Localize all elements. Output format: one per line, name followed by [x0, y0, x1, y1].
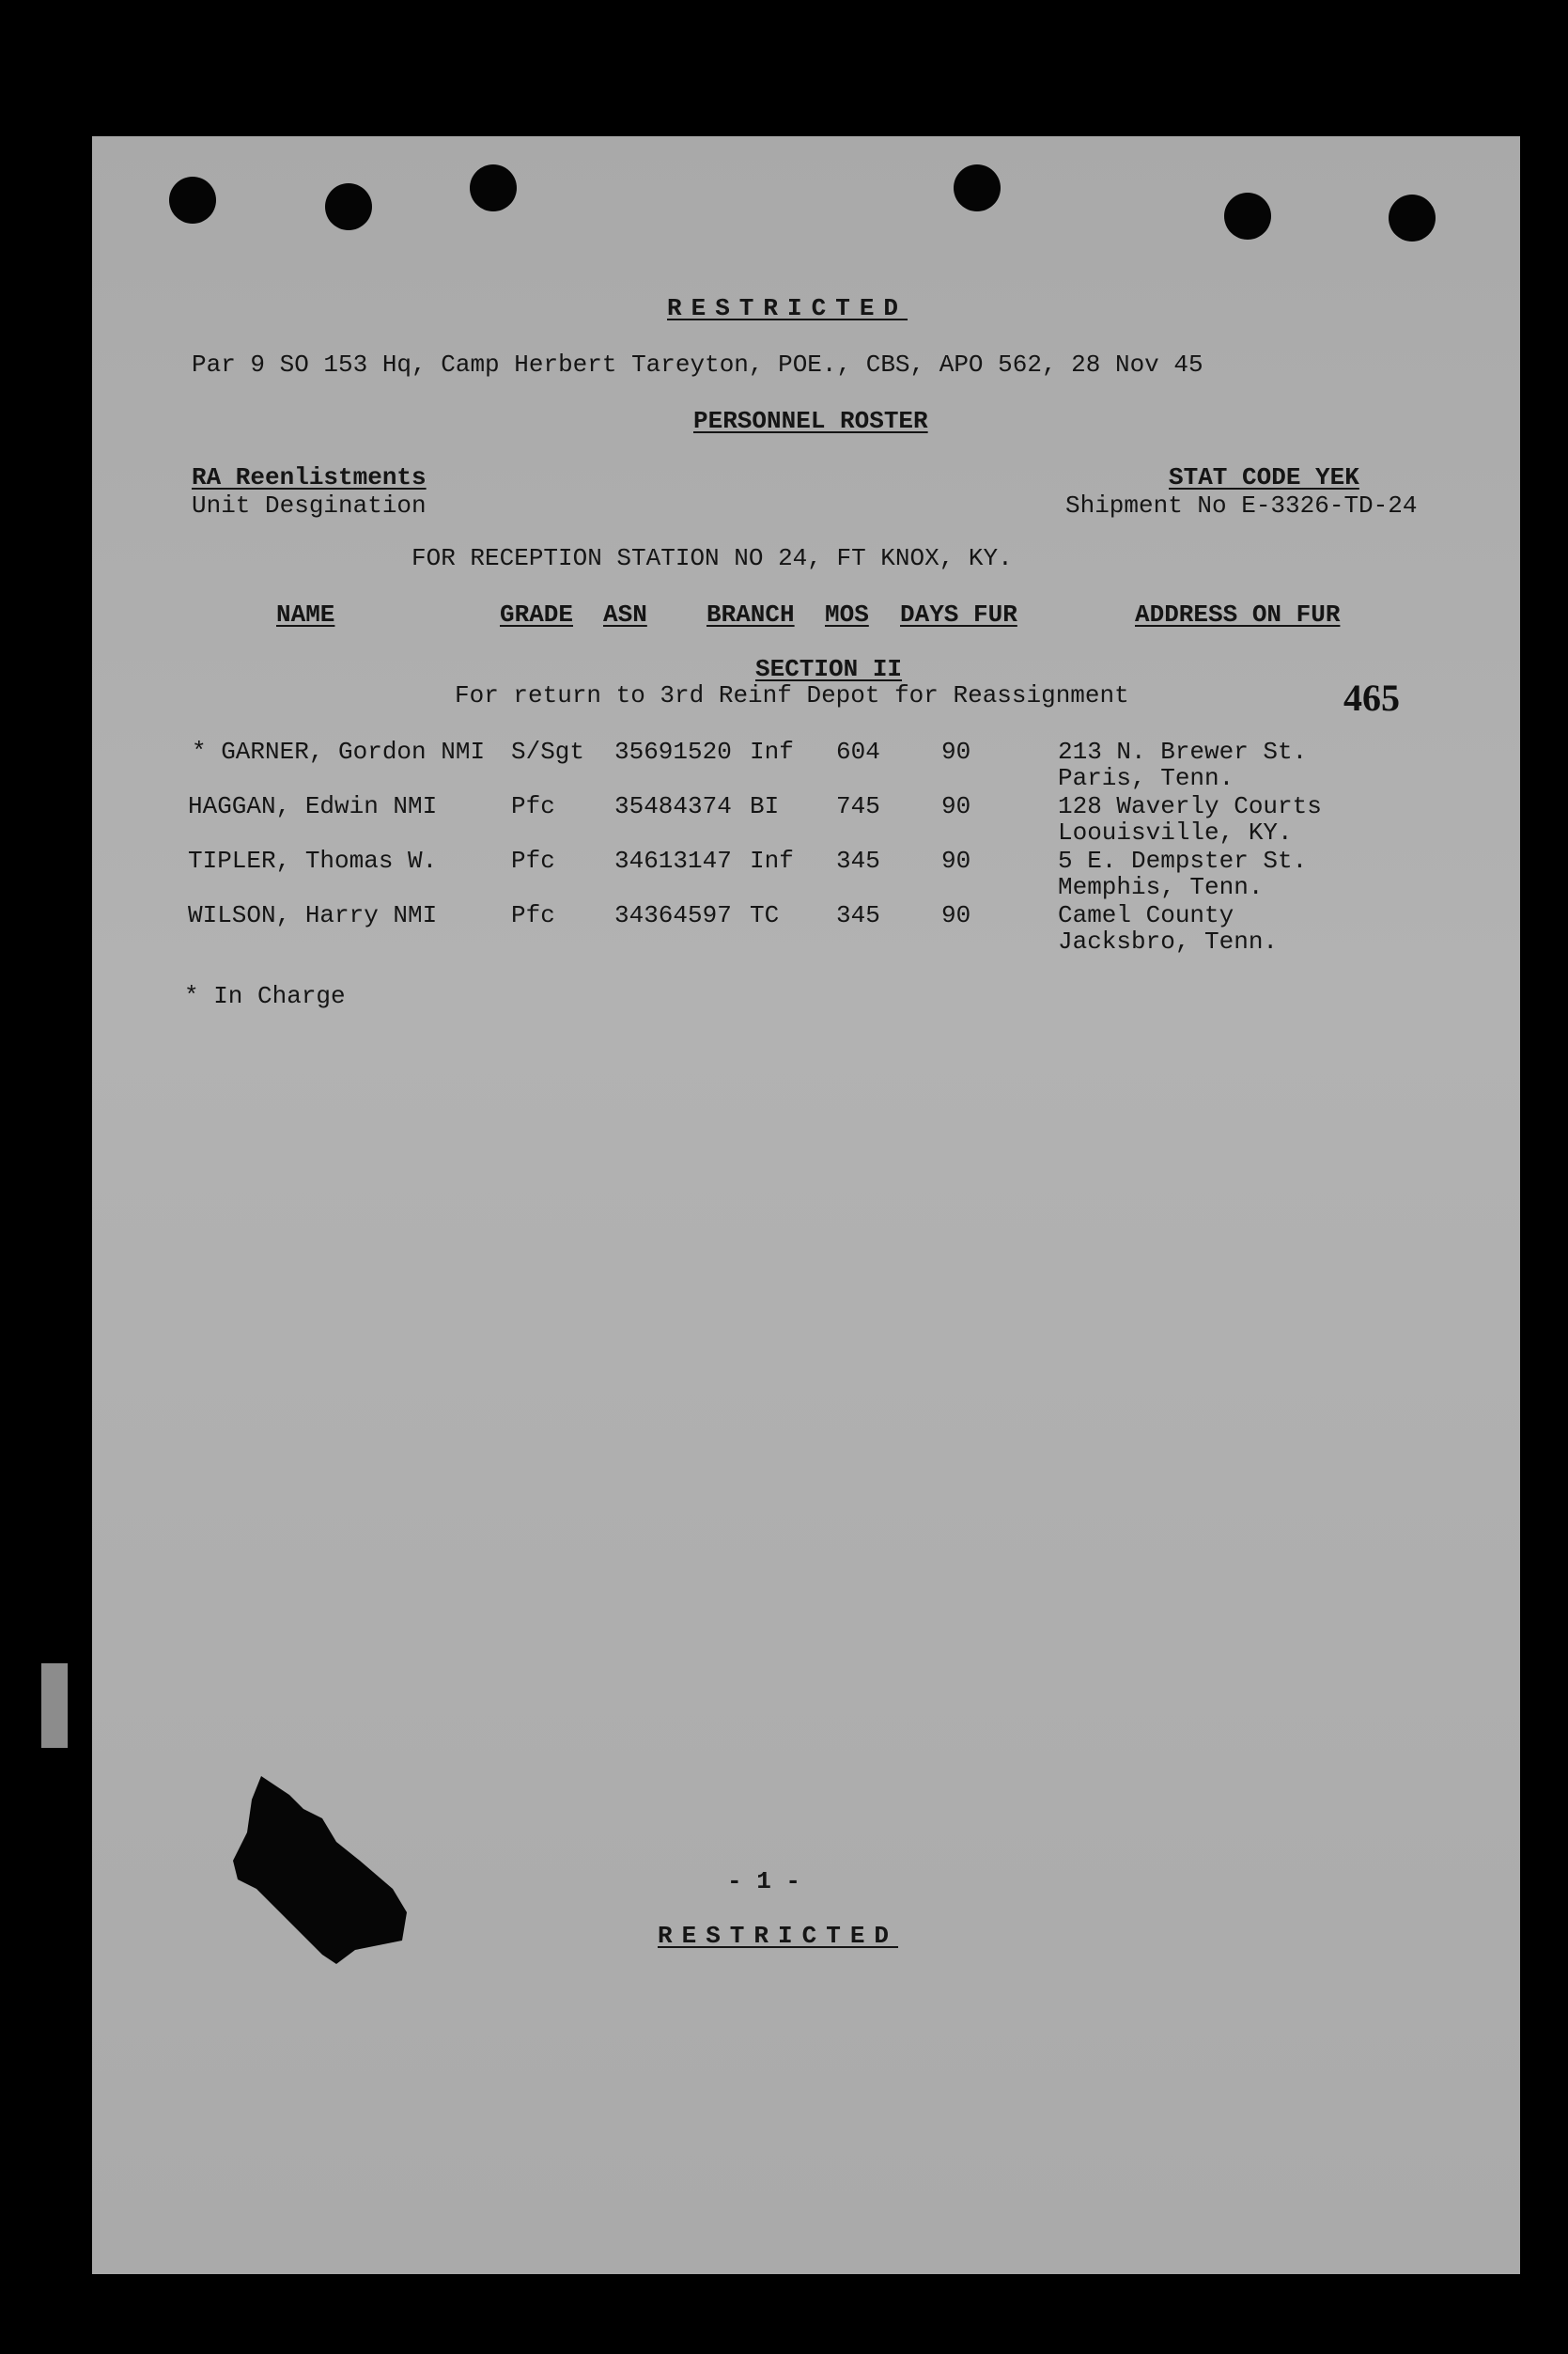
row-days: 90	[941, 738, 971, 766]
col-days-fur: DAYS FUR	[900, 600, 1017, 629]
punch-hole	[169, 177, 216, 224]
col-mos: MOS	[825, 600, 869, 629]
row-grade: Pfc	[511, 901, 555, 929]
row-address-line1: 5 E. Dempster St.	[1058, 847, 1308, 875]
col-branch: BRANCH	[706, 600, 795, 629]
row-grade: Pfc	[511, 847, 555, 875]
stat-code: STAT CODE YEK	[1169, 463, 1359, 491]
punch-hole	[1389, 195, 1436, 242]
row-name: * GARNER, Gordon NMI	[192, 738, 486, 766]
row-grade: Pfc	[511, 792, 555, 820]
row-address-line2: Paris, Tenn.	[1058, 764, 1234, 792]
row-asn: 34364597	[614, 901, 732, 929]
document-page	[92, 136, 1520, 2274]
col-address: ADDRESS ON FUR	[1135, 600, 1341, 629]
shipment-number: Shipment No E-3326-TD-24	[1065, 491, 1418, 520]
punch-hole	[325, 183, 372, 230]
row-asn: 35484374	[614, 792, 732, 820]
page-number: - 1 -	[727, 1867, 801, 1895]
row-days: 90	[941, 792, 971, 820]
classification-top: RESTRICTED	[667, 294, 908, 322]
row-branch: Inf	[750, 738, 794, 766]
row-days: 90	[941, 847, 971, 875]
section-title: SECTION II	[755, 655, 903, 683]
paper-edge-tab	[41, 1663, 68, 1748]
punch-hole	[1224, 193, 1271, 240]
row-address-line1: Camel County	[1058, 901, 1234, 929]
row-branch: TC	[750, 901, 780, 929]
row-name: HAGGAN, Edwin NMI	[188, 792, 438, 820]
order-line: Par 9 SO 153 Hq, Camp Herbert Tareyton, POE., CBS, APO 562, 28 Nov 45	[192, 351, 1203, 379]
row-asn: 34613147	[614, 847, 732, 875]
section-subtitle: For return to 3rd Reinf Depot for Reassignment	[455, 681, 1129, 709]
row-grade: S/Sgt	[511, 738, 585, 766]
unit-designation-value: RA Reenlistments	[192, 463, 427, 491]
row-branch: BI	[750, 792, 780, 820]
row-branch: Inf	[750, 847, 794, 875]
row-address-line2: Jacksbro, Tenn.	[1058, 928, 1279, 956]
col-asn: ASN	[603, 600, 647, 629]
row-mos: 345	[836, 847, 880, 875]
page-mark: 465	[1343, 677, 1400, 719]
row-address-line2: Loouisville, KY.	[1058, 818, 1293, 847]
destination-line: FOR RECEPTION STATION NO 24, FT KNOX, KY.	[411, 544, 1013, 572]
row-mos: 345	[836, 901, 880, 929]
row-days: 90	[941, 901, 971, 929]
punch-hole	[954, 164, 1001, 211]
row-address-line1: 213 N. Brewer St.	[1058, 738, 1308, 766]
footnote: * In Charge	[184, 982, 346, 1010]
row-mos: 745	[836, 792, 880, 820]
row-name: WILSON, Harry NMI	[188, 901, 438, 929]
row-asn: 35691520	[614, 738, 732, 766]
col-name: NAME	[276, 600, 335, 629]
roster-title: PERSONNEL ROSTER	[693, 407, 928, 435]
unit-designation-label: Unit Desgination	[192, 491, 427, 520]
torn-edge-mark	[233, 1776, 411, 1964]
classification-bottom: RESTRICTED	[658, 1922, 899, 1950]
row-address-line1: 128 Waverly Courts	[1058, 792, 1322, 820]
row-mos: 604	[836, 738, 880, 766]
row-address-line2: Memphis, Tenn.	[1058, 873, 1264, 901]
row-name: TIPLER, Thomas W.	[188, 847, 438, 875]
col-grade: GRADE	[500, 600, 574, 629]
punch-hole	[470, 164, 517, 211]
